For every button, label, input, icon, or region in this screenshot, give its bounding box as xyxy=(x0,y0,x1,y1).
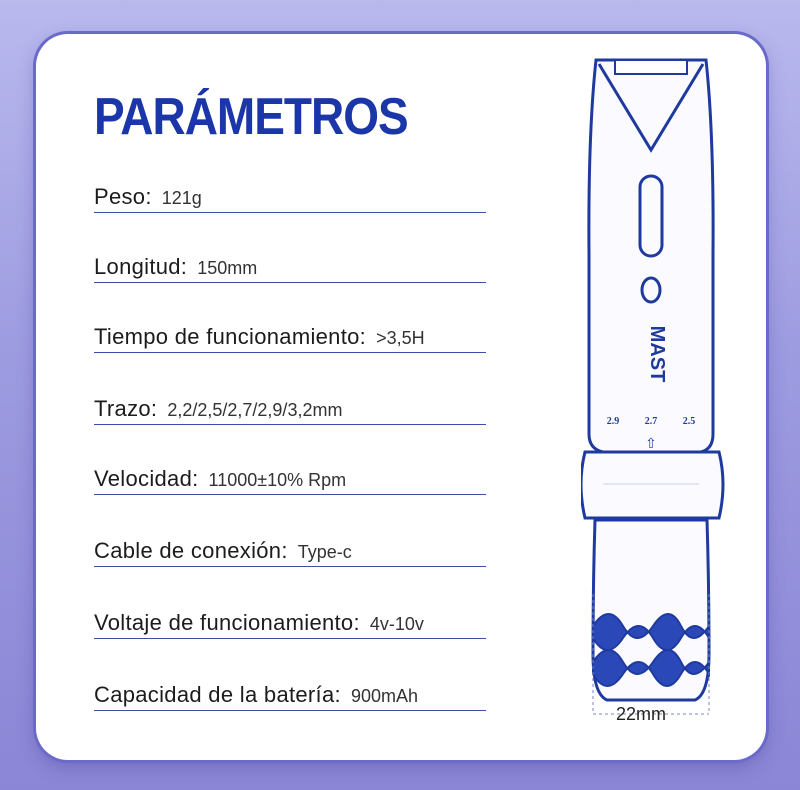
param-label: Cable de conexión: xyxy=(94,538,288,563)
pen-tip-window xyxy=(615,60,687,74)
tattoo-pen-illustration xyxy=(581,54,741,734)
param-value: 4v-10v xyxy=(369,614,424,634)
stroke-mark-right: 2.5 xyxy=(682,416,696,427)
param-label: Trazo: xyxy=(94,396,158,421)
param-row-weight xyxy=(94,174,486,213)
param-row-cable xyxy=(94,528,486,567)
param-label: Longitud: xyxy=(94,254,188,279)
param-value: 2,2/2,5/2,7/2,9/3,2mm xyxy=(167,400,343,420)
param-value: 11000±10% Rpm xyxy=(208,470,347,490)
arrow-up-icon: ⇧ xyxy=(645,436,657,452)
param-label: Capacidad de la batería: xyxy=(94,682,341,707)
param-value: >3,5H xyxy=(376,328,425,348)
param-row-battery xyxy=(94,672,486,711)
param-label: Voltaje de funcionamiento: xyxy=(94,610,360,635)
param-label: Peso: xyxy=(94,184,152,209)
width-dimension-label: 22mm xyxy=(615,704,666,724)
param-row-stroke xyxy=(94,386,486,425)
param-row-voltage xyxy=(94,600,486,639)
param-label: Tiempo de funcionamiento: xyxy=(94,324,367,349)
param-row-runtime xyxy=(94,314,486,353)
stroke-mark-left: 2.9 xyxy=(606,416,620,427)
parameters-card xyxy=(36,34,766,760)
pen-collar xyxy=(581,452,723,518)
param-value: Type-c xyxy=(297,542,352,562)
param-value: 900mAh xyxy=(350,686,418,706)
page-title: PARÁMETROS xyxy=(94,87,408,146)
brand-logo: MAST xyxy=(646,325,668,383)
stroke-mark-center: 2.7 xyxy=(644,416,658,427)
param-label: Velocidad: xyxy=(94,466,199,491)
param-value: 121g xyxy=(161,188,202,208)
param-row-length xyxy=(94,244,486,283)
param-row-speed xyxy=(94,456,486,495)
param-value: 150mm xyxy=(197,258,258,278)
